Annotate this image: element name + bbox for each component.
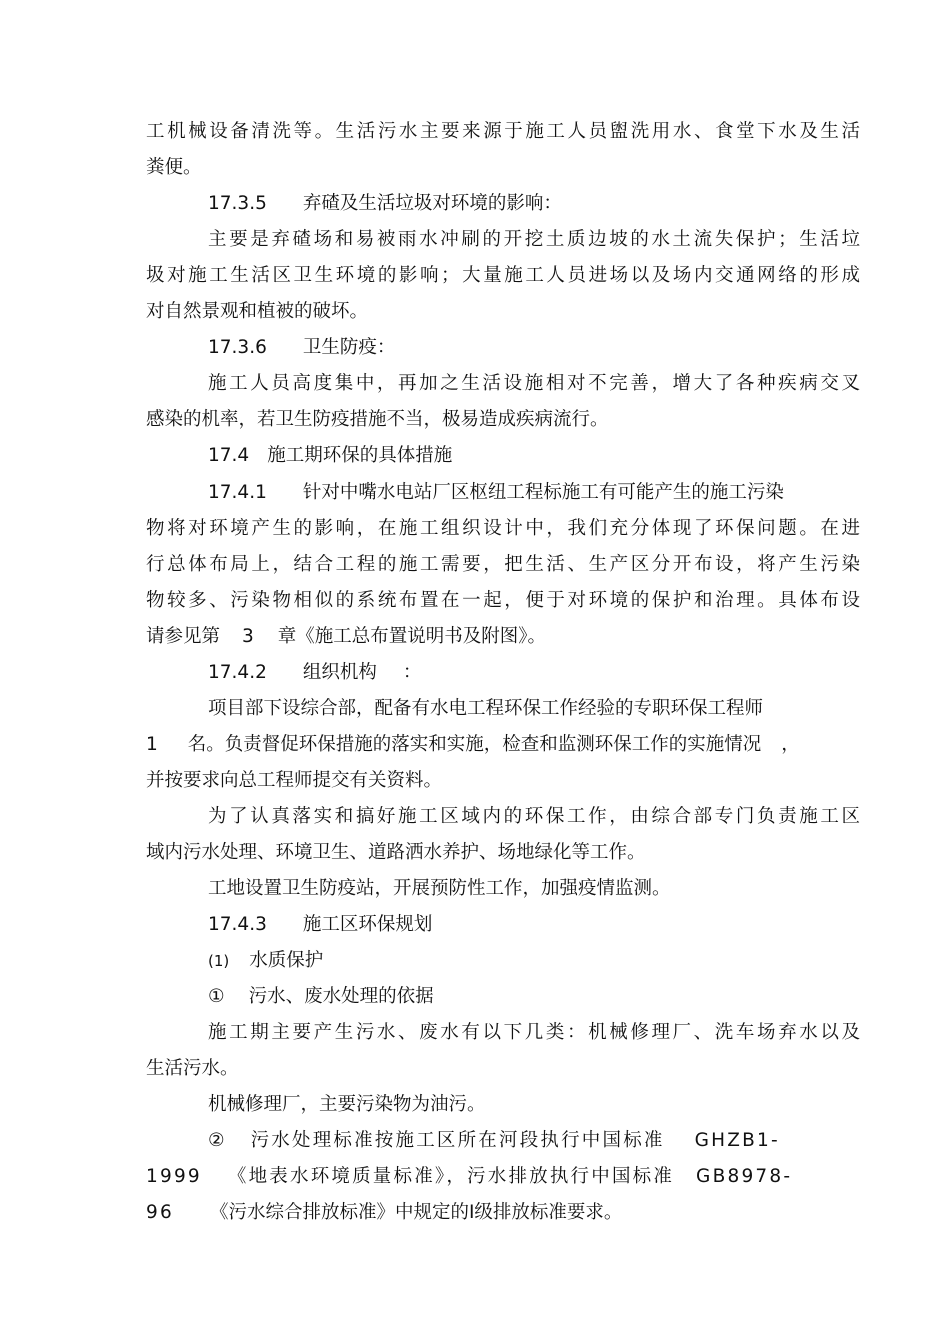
section-title: 施工区环保规划 xyxy=(302,914,433,935)
list-marker: ① xyxy=(208,986,225,1007)
standard-year: 96 xyxy=(146,1202,174,1223)
paragraph-text: 针对中嘴水电站厂区枢纽工程标施工有可能产生的施工污染 xyxy=(302,482,784,503)
section-number: 17.3.6 xyxy=(208,337,267,358)
paragraph-line: 粪便。 xyxy=(146,157,202,178)
staff-count: 1 xyxy=(146,734,158,755)
paragraph-line xyxy=(146,733,860,757)
paragraph-line: 工机械设备清洗等。生活污水主要来源于施工人员盥洗用水、食堂下水及生活 xyxy=(146,121,860,142)
section-title: 卫生防疫： xyxy=(302,337,396,358)
paragraph-line: 施工期主要产生污水、废水有以下几类：机械修理厂、洗车场弃水以及 xyxy=(208,1022,860,1043)
section-heading-17-4-1 xyxy=(208,481,860,505)
paragraph-text: ， xyxy=(781,734,800,755)
section-title: 弃碴及生活垃圾对环境的影响： xyxy=(302,193,562,214)
paragraph-text: 名。负责督促环保措施的落实和实施，检查和监测环保工作的实施情况 xyxy=(187,734,762,755)
paragraph-text: 请参见第 xyxy=(146,626,221,647)
standard-year: 1999 xyxy=(146,1166,202,1187)
paragraph-line xyxy=(146,1201,860,1225)
list-text: 污水处理标准按施工区所在河段执行中国标准 xyxy=(250,1130,665,1151)
paragraph-line: 感染的机率，若卫生防疫措施不当，极易造成疾病流行。 xyxy=(146,409,609,430)
paragraph-text: 《地表水环境质量标准》，污水排放执行中国标准 xyxy=(227,1166,675,1187)
section-heading-17-4-2 xyxy=(208,661,860,685)
standard-code: GHZB1- xyxy=(694,1130,780,1151)
paragraph-line: 并按要求向总工程师提交有关资料。 xyxy=(146,770,443,791)
list-marker: (1) xyxy=(208,952,230,970)
paragraph-line: 工地设置卫生防疫站，开展预防性工作，加强疫情监测。 xyxy=(208,878,671,899)
paragraph-line: 物较多、污染物相似的系统布置在一起，便于对环境的保护和治理。具体布设 xyxy=(146,590,860,611)
list-item-wastewater-basis xyxy=(208,985,860,1009)
paragraph-text: 章《施工总布置说明书及附图》。 xyxy=(277,626,547,647)
paragraph-line: 施工人员高度集中，再加之生活设施相对不完善，增大了各种疾病交叉 xyxy=(208,373,860,394)
paragraph-line: 行总体布局上，结合工程的施工需要，把生活、生产区分开布设，将产生污染 xyxy=(146,554,860,575)
paragraph-line: 项目部下设综合部，配备有水电工程环保工作经验的专职环保工程师 xyxy=(208,698,764,719)
paragraph-line: 主要是弃碴场和易被雨水冲刷的开挖土质边坡的水土流失保护；生活垃 xyxy=(208,229,860,250)
section-number: 17.3.5 xyxy=(208,193,267,214)
paragraph-text: 《污水综合排放标准》中规定的Ⅰ级排放标准要求。 xyxy=(209,1202,623,1223)
section-title: 施工期环保的具体措施 xyxy=(267,445,453,466)
paragraph-line: 圾对施工生活区卫生环境的影响；大量施工人员进场以及场内交通网络的形成 xyxy=(146,265,860,286)
section-title: 组织机构 xyxy=(302,662,377,683)
list-text: 水质保护 xyxy=(249,950,324,971)
section-heading-17-3-6 xyxy=(208,336,860,360)
paragraph-line: 生活污水。 xyxy=(146,1058,239,1079)
section-heading-17-4-3 xyxy=(208,913,860,937)
standard-code: GB8978- xyxy=(696,1166,793,1187)
section-number: 17.4 xyxy=(208,445,250,466)
chapter-number: 3 xyxy=(242,626,254,647)
paragraph-line xyxy=(146,625,860,649)
list-text: 污水、废水处理的依据 xyxy=(248,986,434,1007)
section-number: 17.4.1 xyxy=(208,482,267,503)
paragraph-line: 物将对环境产生的影响，在施工组织设计中，我们充分体现了环保问题。在进 xyxy=(146,518,860,539)
heading-colon: ： xyxy=(402,662,422,683)
paragraph-line: 机械修理厂，主要污染物为油污。 xyxy=(208,1094,486,1115)
section-number: 17.4.3 xyxy=(208,914,267,935)
section-heading-17-4 xyxy=(208,444,860,468)
list-item-water-quality xyxy=(208,949,860,973)
paragraph-line xyxy=(146,1165,860,1189)
paragraph-line: 为了认真落实和搞好施工区域内的环保工作，由综合部专门负责施工区 xyxy=(208,806,860,827)
list-item-discharge-standard xyxy=(208,1129,860,1153)
paragraph-line: 域内污水处理、环境卫生、道路洒水养护、场地绿化等工作。 xyxy=(146,842,646,863)
section-number: 17.4.2 xyxy=(208,662,267,683)
paragraph-line: 对自然景观和植被的破坏。 xyxy=(146,301,369,322)
section-heading-17-3-5 xyxy=(208,192,860,216)
list-marker: ② xyxy=(208,1130,225,1151)
